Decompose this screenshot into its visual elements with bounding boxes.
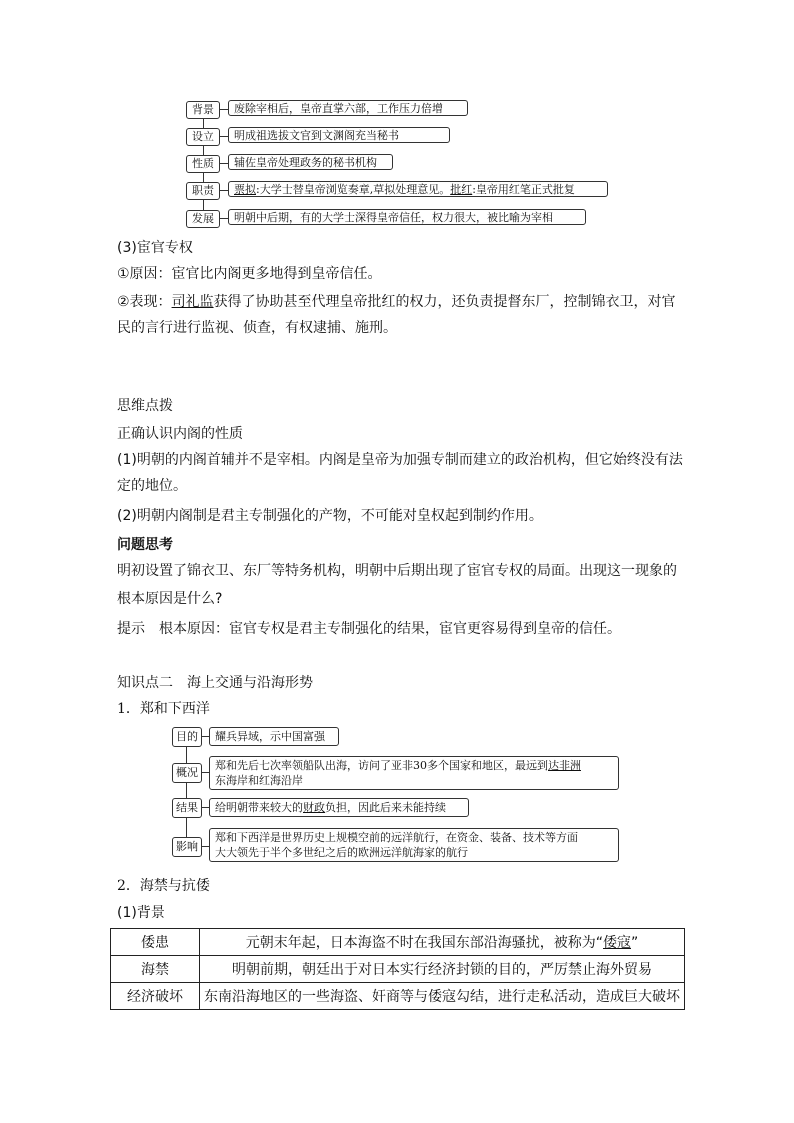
diagram-dash (220, 163, 228, 164)
term-pihong: 批红 (450, 183, 473, 196)
duty-text-1: :大学士替皇帝浏览奏章,草拟处理意见。 (256, 183, 451, 196)
thinking-point-2: (2)明朝内阁制是君主专制强化的产物，不可能对皇权起到制约作用。 (117, 508, 543, 524)
table-row (111, 956, 685, 983)
overview-text: 郑和先后七次率领船队出海，访问了亚非30多个国家和地区，最远到 (215, 759, 548, 772)
diagram-dash (202, 846, 209, 847)
diagram-label-background: 背景 (186, 101, 220, 119)
diagram-dash (220, 136, 228, 137)
term-finance: 财政 (303, 801, 325, 814)
section-heading: (3)宦官专权 (117, 240, 193, 256)
subsection-zhenghe: 1．郑和下西洋 (117, 701, 210, 717)
diagram-dash (220, 218, 228, 219)
knowledge-point-title: 知识点二 海上交通与沿海形势 (117, 675, 313, 691)
question-text: 明初设置了锦衣卫、东厂等特务机构，明朝中后期出现了宦官专权的局面。出现这一现象的 (117, 563, 677, 579)
term-piaoni: 票拟 (234, 183, 256, 196)
diagram-label-nature: 性质 (186, 155, 220, 173)
diagram-box-impact (209, 828, 619, 862)
diagram-box-nature: 辅佐皇帝处理政务的秘书机构 (228, 154, 393, 170)
term-wokou: 倭寇 (603, 935, 631, 951)
diagram-label-duty: 职责 (186, 182, 220, 200)
question-text-cont: 根本原因是什么? (117, 591, 223, 607)
diagram-dash (220, 109, 228, 110)
result-text-b: 负担，因此后来未能持续 (325, 801, 446, 814)
background-table (110, 928, 685, 1010)
diagram-label-development: 发展 (186, 210, 220, 228)
diagram-box-background: 废除宰相后，皇帝直掌六部，工作压力倍增 (228, 100, 468, 116)
diagram-dash (202, 736, 209, 737)
perf-text: 获得了协助甚至代理皇帝批红的权力，还负责提督东厂，控制锦衣卫，对官 (213, 294, 676, 310)
subsection-haijin: 2．海禁与抗倭 (117, 878, 210, 894)
diagram-box-purpose: 耀兵异域，示中国富强 (209, 727, 339, 746)
table-row (111, 983, 685, 1010)
term-africa: 达非洲 (548, 759, 581, 772)
diagram-label-result: 结果 (172, 798, 202, 818)
duty-text-2: :皇帝用红笔正式批复 (472, 183, 575, 196)
diagram-box-development: 明朝中后期，有的大学士深得皇帝信任，权力很大，被比喻为宰相 (228, 209, 586, 225)
question-hint (117, 619, 621, 639)
diagram-label-establish: 设立 (186, 128, 220, 146)
question-title: 问题思考 (117, 537, 173, 553)
thinking-title: 思维点拨 (117, 398, 173, 414)
diagram-box-overview (209, 756, 619, 790)
diagram-dash (202, 772, 209, 773)
result-text-a: 给明朝带来较大的 (215, 801, 303, 814)
table-cell-key: 倭患 (111, 929, 200, 956)
diagram-dash (220, 190, 228, 191)
table-cell-value (200, 929, 685, 956)
subsection-background: (1)背景 (117, 905, 165, 921)
cell-text-end: ” (631, 935, 639, 951)
table-cell-value: 明朝前期，朝廷出于对日本实行经济封锁的目的，严厉禁止海外贸易 (200, 956, 685, 983)
diagram-label-overview: 概况 (172, 763, 202, 783)
diagram-dash (202, 807, 209, 808)
thinking-point-1: (1)明朝的内阁首辅并不是宰相。内阁是皇帝为加强专制而建立的政治机构，但它始终没有法 (117, 452, 683, 468)
diagram-box-duty (228, 181, 608, 197)
impact-text: 郑和下西洋是世界历史上规模空前的远洋航行，在资金、装备、技术等方面 (215, 831, 578, 844)
term-silijian: 司礼监 (171, 294, 214, 310)
diagram-connector (186, 746, 187, 846)
diagram-box-establish: 明成祖选拔文官到文渊阁充当秘书 (228, 127, 450, 143)
hint-text: 根本原因：宦官专权是君主专制强化的结果，宦官更容易得到皇帝的信任。 (159, 621, 621, 637)
diagram-label-impact: 影响 (172, 837, 202, 857)
diagram-label-purpose: 目的 (172, 727, 202, 747)
table-cell-key: 经济破坏 (111, 983, 200, 1010)
paragraph-performance (117, 292, 676, 312)
perf-prefix: ②表现： (117, 294, 172, 310)
impact-text-line2: 大大领先于半个多世纪之后的欧洲远洋航海家的航行 (215, 846, 468, 859)
table-row (111, 929, 685, 956)
cell-text: 元朝末年起，日本海盗不时在我国东部沿海骚扰，被称为“ (245, 935, 603, 951)
table-cell-value: 东南沿海地区的一些海盗、奸商等与倭寇勾结，进行走私活动，造成巨大破坏 (200, 983, 685, 1010)
paragraph-cause: ①原因：宦官比内阁更多地得到皇帝信任。 (117, 266, 382, 282)
overview-text-line2: 东海岸和红海沿岸 (215, 774, 303, 787)
paragraph-performance-line2: 民的言行进行监视、侦查，有权逮捕、施刑。 (117, 320, 397, 336)
diagram-box-result (209, 798, 469, 817)
thinking-point-1-cont: 定的地位。 (117, 478, 187, 494)
hint-label: 提示 (117, 621, 145, 637)
thinking-subtitle: 正确认识内阁的性质 (117, 426, 243, 442)
table-cell-key: 海禁 (111, 956, 200, 983)
